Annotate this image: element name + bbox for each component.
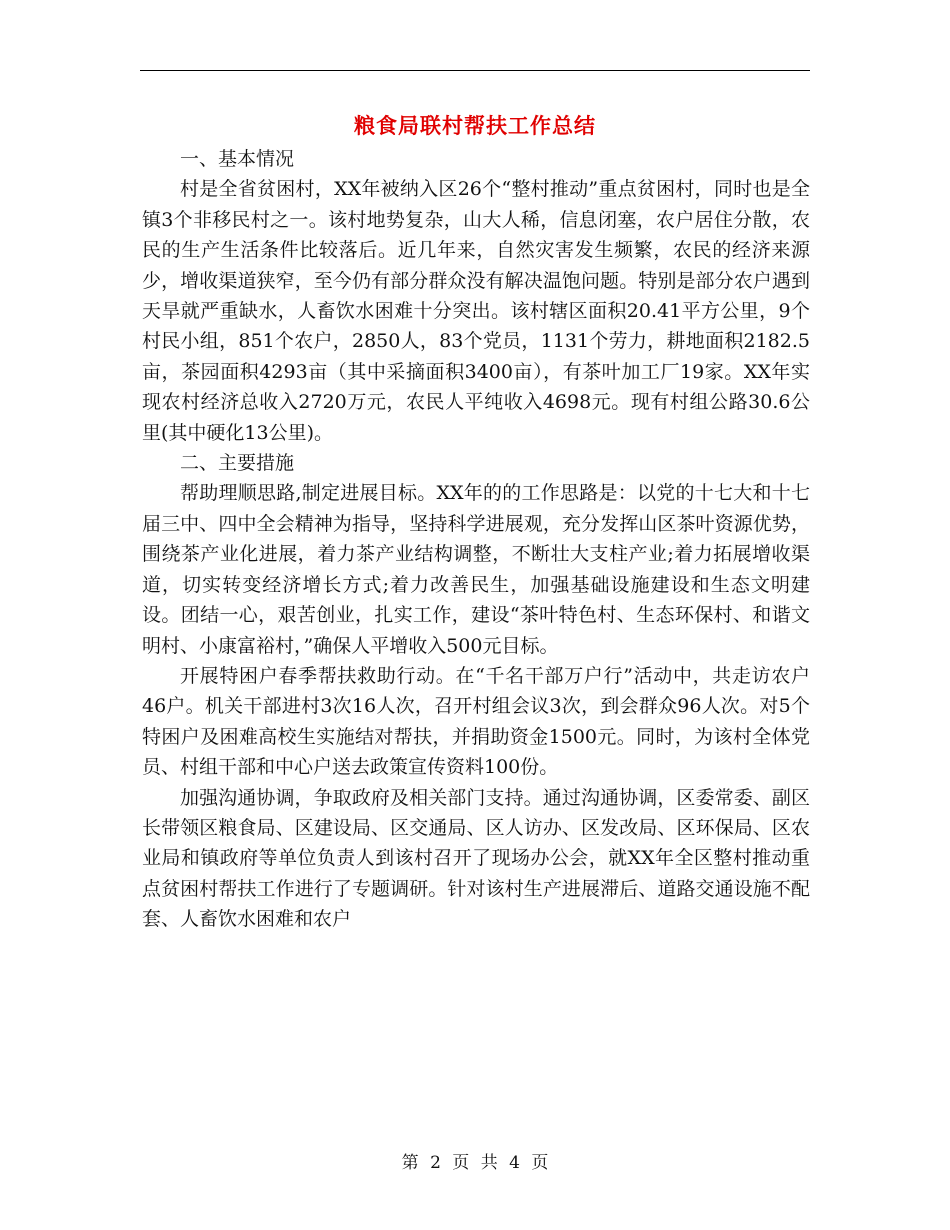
header-rule	[140, 70, 810, 71]
paragraph-measure-3: 加强沟通协调，争取政府及相关部门支持。通过沟通协调，区委常委、副区长带领区粮食局、区建设局、区交通局、区人访办、区发改局、区环保局、区农业局和镇政府等单位负责人到该村召开了现场办公会，就XX年全区整村推动重点贫困村帮扶工作进行了专题调研。针对该村生产进展滞后、道路交通设施不配套、人畜饮水困难和农户	[142, 786, 810, 931]
page-footer: 第 2 页 共 4 页	[401, 1153, 549, 1173]
section-heading-basic-info: 一、基本情况	[180, 148, 295, 170]
paragraph-measure-2: 开展特困户春季帮扶救助行动。在“千名干部万户行”活动中，共走访农户46户。机关干部进村3次16人次，召开村组会议3次，到会群众96人次。对5个特困户及困难高校生实施结对帮扶，并捐助资金1500元。同时，为该村全体党员、村组干部和中心户送去政策宣传资料100份。	[142, 664, 810, 779]
document-body	[142, 144, 810, 935]
document-title: 粮食局联村帮扶工作总结	[354, 113, 596, 138]
section-heading-main-measures: 二、主要措施	[180, 452, 295, 475]
paragraph-measure-1: 帮助理顺思路,制定进展目标。XX年的的工作思路是：以党的十七大和十七届三中、四中全会精神为指导，坚持科学进展观，充分发挥山区茶叶资源优势，围绕茶产业化进展，着力茶产业结构调整，不断壮大支柱产业;着力拓展增收渠道，切实转变经济增长方式;着力改善民生，加强基础设施建设和生态文明建设。团结一心，艰苦创业，扎实工作，建设“茶叶特色村、生态环保村、和谐文明村、小康富裕村，”确保人平增收入500元目标。	[142, 482, 810, 657]
paragraph-basic-info: 村是全省贫困村，XX年被纳入区26个“整村推动”重点贫困村，同时也是全镇3个非移民村之一。该村地势复杂，山大人稀，信息闭塞，农户居住分散，农民的生产生活条件比较落后。近几年来，自然灾害发生频繁，农民的经济来源少，增收渠道狭窄，至今仍有部分群众没有解决温饱问题。特别是部分农户遇到天旱就严重缺水，人畜饮水困难十分突出。该村辖区面积20.41平方公里，9个村民小组，851个农户，2850人，83个党员，1131个劳力，耕地面积2182.5亩，茶园面积4293亩（其中采摘面积3400亩），有茶叶加工厂19家。XX年实现农村经济总收入2720万元，农民人平纯收入4698元。现有村组公路30.6公里(其中硬化13公里)。	[142, 178, 810, 444]
